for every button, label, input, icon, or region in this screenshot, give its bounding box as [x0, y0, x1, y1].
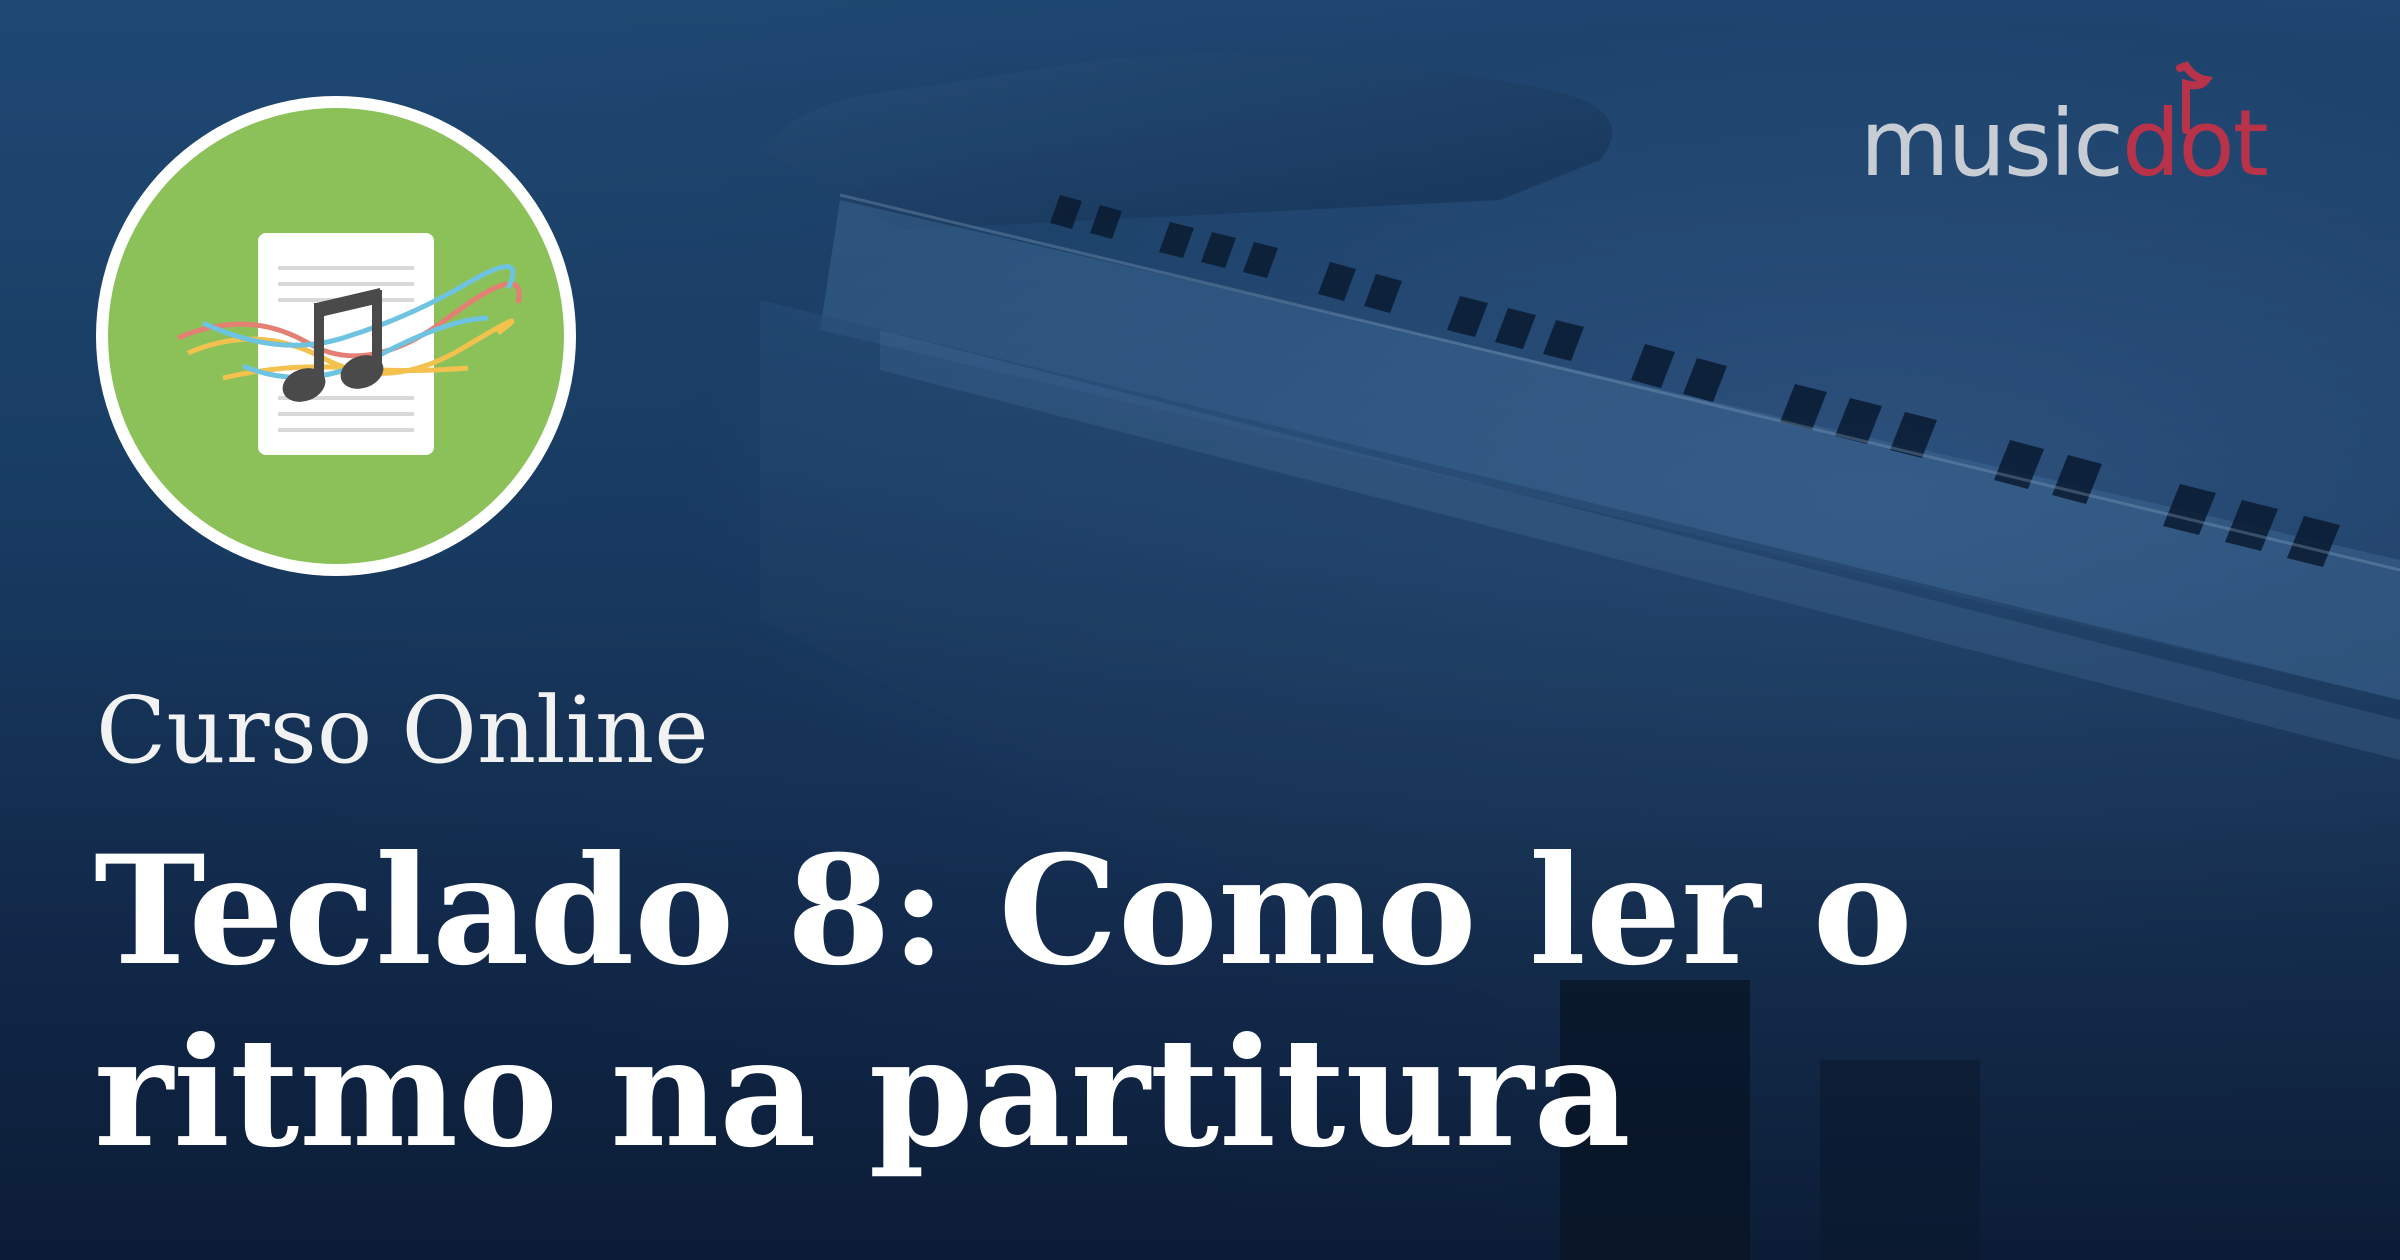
badge-circle — [108, 108, 564, 564]
course-title: Teclado 8: Como ler o ritmo na partitura — [94, 823, 1913, 1181]
music-note-icon — [2160, 60, 2220, 140]
brand-name-part2: dot — [2122, 90, 2267, 197]
sheet-music-icon — [108, 108, 564, 564]
course-badge — [96, 96, 576, 576]
course-type-label: Curso Online — [96, 677, 709, 784]
brand-name-part1: music — [1860, 90, 2123, 197]
brand-logo[interactable] — [1860, 60, 2310, 197]
